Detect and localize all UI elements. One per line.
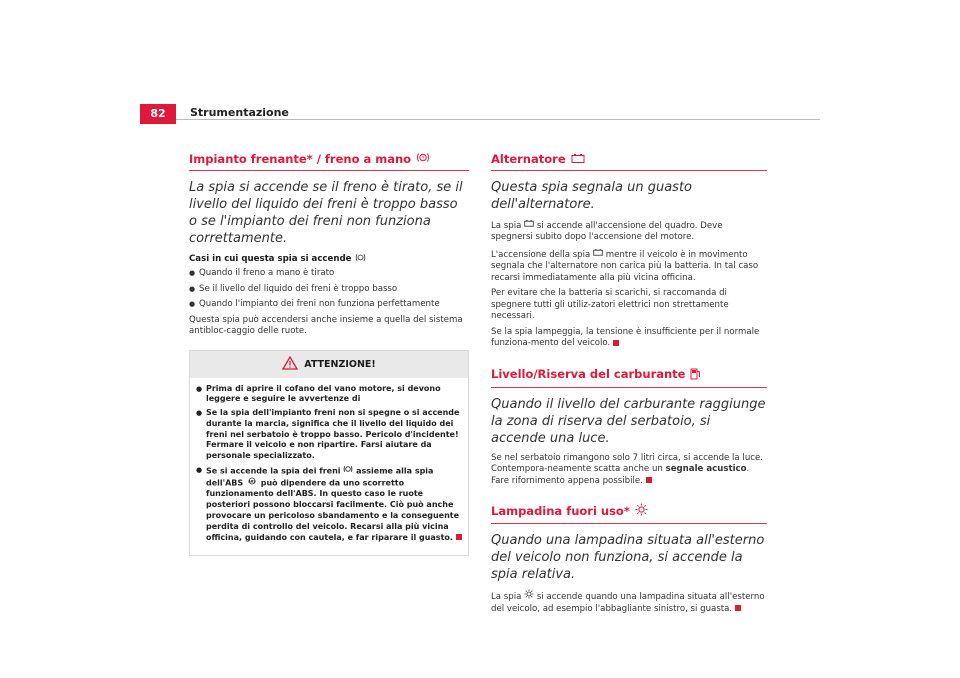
list-item (196, 465, 462, 543)
left-column (189, 152, 469, 556)
list-item: ● Se il livello del liquido dei freni è troppo basso (189, 284, 469, 296)
list-item: ● Se la spia dell'impianto freni non si spegne o si accende durante la marcia, significa che il livello del liquido dei freni nel serbatoio è troppo basso. Pericolo d'incidente! Fermare il veicolo e non ripartire. Farsi aiutare da personale specializzato. (196, 408, 462, 462)
warning-body (190, 378, 468, 556)
paragraph (491, 219, 767, 244)
bulb-icon (524, 589, 534, 604)
cases-list (189, 268, 469, 311)
brake-warning-icon (355, 253, 366, 265)
paragraph-text: si accende all'accensione del quadro. Deve spegnersi subito dopo l'accensione del motore. (491, 220, 723, 243)
brake-warning-icon (343, 465, 353, 477)
warning-list (196, 384, 462, 544)
warning-text: Se si accende la spia dei freni (206, 466, 341, 476)
paragraph-bold-text: segnale acustico (665, 464, 747, 474)
paragraph-text: Se nel serbatoio rimangono solo 7 litri circa, si accende la luce. Contempora-neamente scatta anche un (491, 452, 764, 474)
paragraph-text: mentre il veicolo è in movimento segnala che l'alternatore non carica più la batteria. In tal caso recarsi immediatamente alla più vicina officina. (491, 249, 759, 283)
warning-triangle-icon (282, 356, 298, 373)
end-mark-icon (646, 477, 652, 483)
section-title: Lampadina fuori uso* (491, 504, 630, 518)
paragraph-text: Se la spia lampeggia, la tensione è insufficiente per il normale funziona-mento del veicolo. (491, 326, 760, 348)
page-number: 82 (140, 104, 176, 124)
section-title: Alternatore (491, 152, 566, 166)
paragraph (491, 589, 767, 615)
section-heading-lamp (491, 503, 767, 524)
lead-text: Questa spia segnala un guasto dell'alternatore. (491, 180, 693, 212)
lead-text: Quando una lampadina situata all'esterno del veicolo non funziona, si accende la spia relativa. (491, 533, 765, 582)
section-heading-alternator (491, 152, 767, 171)
subheading-text: Casi in cui questa spia si accende (189, 254, 352, 264)
warning-text: assieme alla spia dell'ABS (206, 466, 434, 488)
paragraph-text: L'accensione della spia (491, 249, 591, 260)
fuel-pump-icon (690, 366, 701, 383)
list-item: ● Quando l'impianto dei freni non funziona perfettamente (189, 299, 469, 311)
paragraph: Per evitare che la batteria si scarichi, si raccomanda di spegnere tutti gli utiliz-zatori elettrici non strettamente necessari. (491, 288, 729, 321)
bulb-icon (635, 503, 648, 519)
lead-text: La spia si accende se il freno è tirato, se il livello del liquido dei freni è troppo basso o se l'impianto dei freni non funziona correttamente. (189, 180, 463, 246)
paragraph-text: . Fare rifornimento appena possibile. (491, 464, 750, 486)
abs-icon (246, 477, 258, 489)
section-title: Livello/Riserva del carburante (491, 367, 686, 381)
warning-box (189, 350, 469, 557)
warning-text: può dipendere da uno scorretto funzionamento dell'ABS. In questo caso le ruote posteriori possono bloccarsi facilmente. Ciò può anche provocare un pericoloso sbandamento e la conseguente perdita di controllo del veicolo. Recarsi alla più vicina officina, guidando con cautela, e far riparare il guasto. (206, 478, 460, 542)
paragraph-text: La spia (491, 220, 522, 231)
battery-icon (571, 152, 585, 166)
svg-text:ABS: ABS (248, 479, 256, 484)
paragraph-text: La spia (491, 591, 522, 602)
right-column (491, 152, 767, 619)
section-title: Impianto frenante* / freno a mano (189, 152, 412, 166)
lead-text: Quando il livello del carburante raggiunge la zona di riserva del serbatoio, si accende una luce. (491, 396, 766, 446)
brake-warning-icon (416, 152, 430, 166)
paragraph: Questa spia può accendersi anche insieme a quella del sistema antibloc-caggio delle ruote. (189, 314, 463, 336)
battery-icon (524, 219, 534, 232)
svg-text:!: ! (421, 155, 425, 162)
end-mark-icon (613, 340, 619, 346)
warning-header (190, 351, 468, 378)
paragraph (491, 327, 767, 350)
subheading (189, 253, 469, 265)
section-heading-brakes (189, 152, 469, 171)
battery-icon (593, 248, 603, 261)
warning-title: ATTENZIONE! (304, 358, 376, 370)
paragraph-text: si accende quando una lampadina situata all'esterno del veicolo, ad esempio l'abbagliante sinistro, si guasta. (491, 591, 765, 614)
paragraph (491, 453, 767, 488)
list-item: ● Quando il freno a mano è tirato (189, 268, 469, 280)
list-item: ● Prima di aprire il cofano del vano motore, si devono leggere e seguire le avvertenze di (196, 384, 462, 406)
paragraph (491, 248, 767, 284)
chapter-title: Strumentazione (190, 106, 289, 119)
section-heading-fuel (491, 366, 767, 388)
end-mark-icon (735, 605, 741, 611)
end-mark-icon (456, 534, 462, 540)
header-rule (176, 119, 820, 120)
